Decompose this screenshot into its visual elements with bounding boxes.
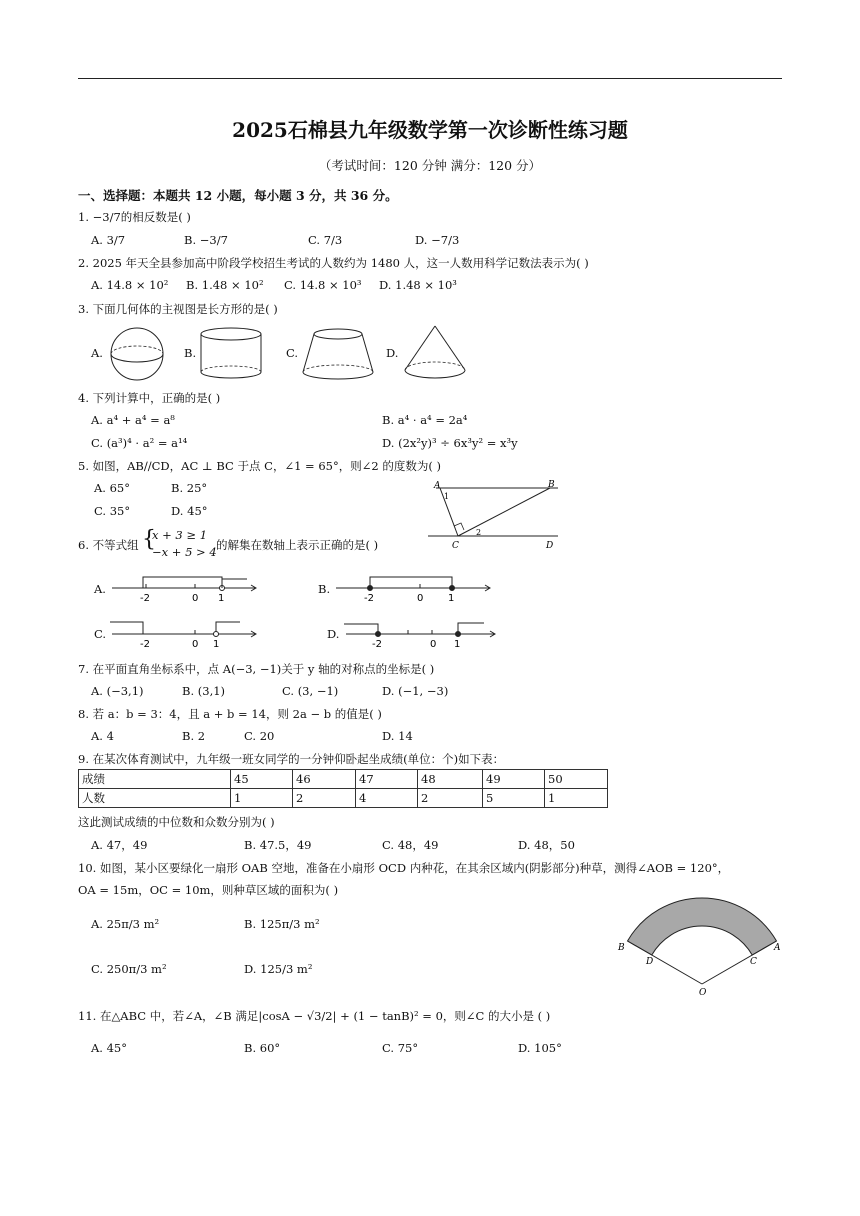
q4-option-b: B. a⁴ · a⁴ = 2a⁴ (382, 413, 468, 427)
table-cell: 5 (483, 789, 545, 808)
table-cell: 47 (356, 770, 418, 789)
q6d-tick-1: 1 (454, 639, 461, 650)
q10-stem-line2: OA = 15m，OC = 10m，则种草区域的面积为( ) (78, 883, 339, 897)
q6-stem-prefix: 6. 不等式组 (78, 538, 139, 552)
q6-numberline-a (110, 570, 260, 606)
q11-option-d: D. 105° (518, 1041, 562, 1055)
q4-stem: 4. 下列计算中，正确的是( ) (78, 391, 221, 405)
q4-option-d: D. (2x²y)³ ÷ 6x³y² = x³y (382, 436, 518, 450)
q2-option-d: D. 1.48 × 10³ (379, 278, 457, 292)
section-heading: 一、选择题：本题共 12 小题，每小题 3 分，共 36 分。 (78, 188, 398, 203)
q1-option-b: B. −3/7 (184, 233, 228, 247)
q8-option-a: A. 4 (91, 729, 114, 743)
q6-stem-suffix: 的解集在数轴上表示正确的是( ) (216, 538, 379, 552)
q9-option-a: A. 47，49 (91, 838, 148, 852)
q5-angle-2: 2 (476, 528, 482, 537)
q9-option-c: C. 48，49 (382, 838, 439, 852)
q3-stem: 3. 下面几何体的主视图是长方形的是( ) (78, 302, 278, 316)
q6-option-b: B. (318, 582, 331, 596)
q6c-tick-0: 0 (192, 639, 199, 650)
q1-option-c: C. 7/3 (308, 233, 343, 247)
q10-label-o: O (699, 988, 707, 998)
q9-score-table (78, 769, 608, 808)
q2-option-c: C. 14.8 × 10³ (284, 278, 362, 292)
q6-option-d: D. (327, 627, 340, 641)
q9-question: 这此测试成绩的中位数和众数分别为( ) (78, 815, 275, 829)
page-subtitle: （考试时间：120 分钟 满分：120 分） (318, 158, 542, 173)
q11-option-a: A. 45° (91, 1041, 127, 1055)
q3-option-b: B. (184, 346, 197, 360)
q5-option-c: C. 35° (94, 504, 131, 518)
q9-option-b: B. 47.5，49 (244, 838, 312, 852)
q6b-tick-1: 1 (448, 593, 455, 604)
q7-option-c: C. (3, −1) (282, 684, 339, 698)
q10-sector-figure (614, 892, 784, 998)
q6c-tick-minus2: -2 (140, 639, 150, 650)
q3-option-a: A. (91, 346, 103, 360)
table-cell: 50 (545, 770, 608, 789)
page-title: 2025石棉县九年级数学第一次诊断性练习题 (232, 118, 628, 142)
q10-stem-line1: 10. 如图，某小区要绿化一扇形 OAB 空地，准备在小扇形 OCD 内种花，在其余区域内(阴影部分)种草，测得∠AOB = 120°， (78, 861, 730, 875)
q4-option-c: C. (a³)⁴ · a² = a¹⁴ (91, 436, 188, 450)
q5-option-d: D. 45° (171, 504, 208, 518)
q5-label-d: D (546, 541, 554, 551)
q5-option-a: A. 65° (94, 481, 130, 495)
q3-option-c: C. (286, 346, 299, 360)
q6-brace: { (142, 527, 156, 552)
q5-stem: 5. 如图，AB∕∕CD，AC ⊥ BC 于点 C，∠1 = 65°，则∠2 的度数为( ) (78, 459, 441, 473)
q6-numberline-b (334, 570, 494, 606)
q3-frustum-figure (300, 326, 376, 382)
q10-label-b: B (618, 943, 625, 953)
table-cell: 2 (418, 789, 483, 808)
q2-option-a: A. 14.8 × 10² (91, 278, 169, 292)
table-cell: 成绩 (79, 770, 231, 789)
q6-numberline-c (110, 614, 260, 650)
q6c-tick-1: 1 (213, 639, 220, 650)
q5-angle-1: 1 (444, 492, 450, 501)
q5-option-b: B. 25° (171, 481, 208, 495)
q10-option-a: A. 25π/3 m² (91, 917, 160, 931)
q8-option-c: C. 20 (244, 729, 275, 743)
q5-label-a: A (434, 481, 441, 491)
q7-option-d: D. (−1, −3) (382, 684, 449, 698)
q3-option-d: D. (386, 346, 399, 360)
q5-label-c: C (452, 541, 459, 551)
q6d-tick-minus2: -2 (372, 639, 382, 650)
q3-cylinder-figure (198, 326, 264, 382)
table-row (79, 789, 608, 808)
q10-label-c: C (750, 957, 757, 967)
q6a-tick-0: 0 (192, 593, 199, 604)
table-row (79, 770, 608, 789)
q11-option-c: C. 75° (382, 1041, 419, 1055)
q1-option-d: D. −7/3 (415, 233, 460, 247)
q10-option-c: C. 250π/3 m² (91, 962, 167, 976)
table-cell: 1 (545, 789, 608, 808)
q1-option-a: A. 3/7 (91, 233, 126, 247)
q6d-tick-0: 0 (430, 639, 437, 650)
q6a-tick-1: 1 (218, 593, 225, 604)
header-rule (78, 78, 782, 79)
q5-parallel-lines-figure (418, 478, 564, 550)
q6a-tick-minus2: -2 (140, 593, 150, 604)
q5-label-b: B (548, 480, 555, 490)
q10-label-d: D (646, 957, 654, 967)
q3-sphere-figure (104, 326, 170, 382)
q6-option-c: C. (94, 627, 107, 641)
table-cell: 1 (231, 789, 293, 808)
q2-option-b: B. 1.48 × 10² (186, 278, 264, 292)
q10-label-a: A (774, 943, 781, 953)
table-cell: 4 (356, 789, 418, 808)
table-cell: 45 (231, 770, 293, 789)
q8-stem: 8. 若 a：b = 3：4，且 a + b = 14，则 2a − b 的值是( ) (78, 707, 382, 721)
q3-cone-figure (402, 324, 468, 382)
q6-system-line1: x + 3 ≥ 1 (152, 528, 208, 542)
table-cell: 人数 (79, 789, 231, 808)
q6b-tick-0: 0 (417, 593, 424, 604)
q10-option-b: B. 125π/3 m² (244, 917, 320, 931)
q1-stem: 1. −3/7的相反数是( ) (78, 210, 191, 224)
q10-option-d: D. 125/3 m² (244, 962, 313, 976)
q8-option-d: D. 14 (382, 729, 413, 743)
q8-option-b: B. 2 (182, 729, 206, 743)
table-cell: 2 (293, 789, 356, 808)
table-cell: 48 (418, 770, 483, 789)
q6b-tick-minus2: -2 (364, 593, 374, 604)
q9-option-d: D. 48，50 (518, 838, 575, 852)
q7-stem: 7. 在平面直角坐标系中，点 A(−3, −1)关于 y 轴的对称点的坐标是( ) (78, 662, 435, 676)
q6-numberline-d (344, 614, 500, 650)
q4-option-a: A. a⁴ + a⁴ = a⁸ (91, 413, 175, 427)
table-cell: 46 (293, 770, 356, 789)
q11-option-b: B. 60° (244, 1041, 281, 1055)
table-cell: 49 (483, 770, 545, 789)
q2-stem: 2. 2025 年天全县参加高中阶段学校招生考试的人数约为 1480 人，这一人数用科学记数法表示为( ) (78, 256, 589, 270)
q6-option-a: A. (94, 582, 106, 596)
q7-option-b: B. (3,1) (182, 684, 226, 698)
q9-stem: 9. 在某次体育测试中，九年级一班女同学的一分钟仰卧起坐成绩(单位：个)如下表： (78, 752, 505, 766)
q11-stem: 11. 在△ABC 中，若∠A，∠B 满足|cosA − √3/2| + (1 − tanB)² = 0，则∠C 的大小是 ( ) (78, 1009, 551, 1023)
q7-option-a: A. (−3,1) (91, 684, 144, 698)
q6-system-line2: −x + 5 > 4 (152, 545, 217, 559)
